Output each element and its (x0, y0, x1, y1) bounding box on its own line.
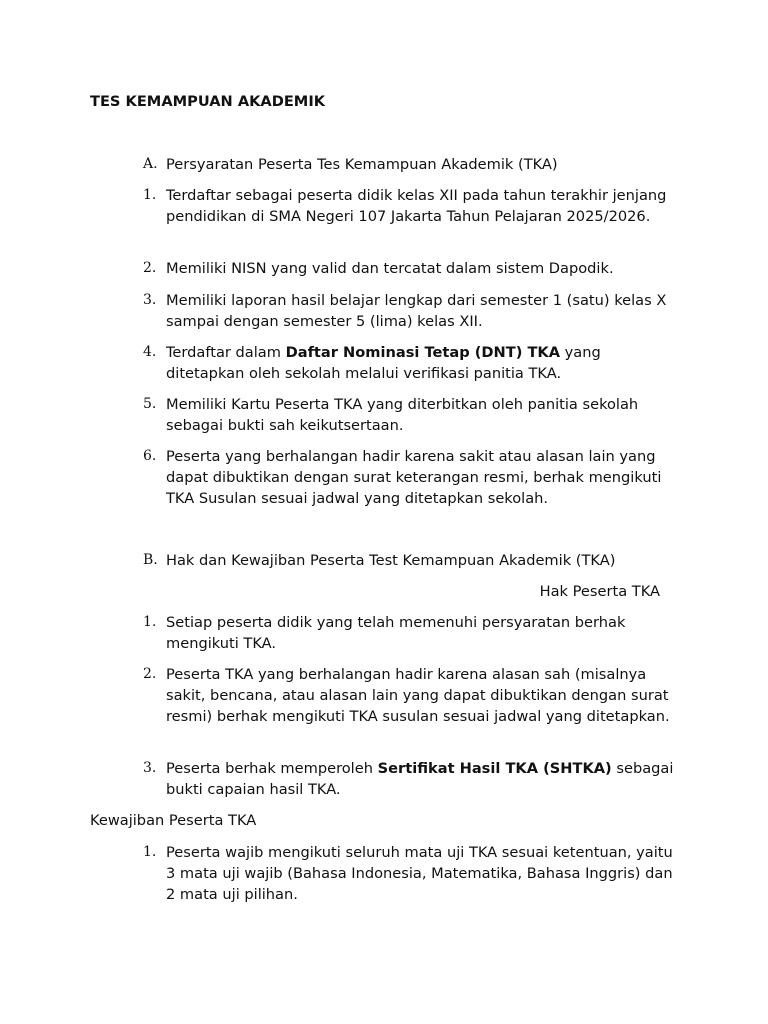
list-item-text: Peserta yang berhalangan hadir karena sakit atau alasan lain yang dapat dibuktikan dengan surat keterangan resmi, berhak mengikuti TKA Susulan sesuai jadwal yang ditetapkan sekolah. (166, 448, 662, 507)
list-item-number: 5. (143, 396, 157, 412)
section-b-marker: B. (143, 552, 158, 568)
shtka-bold-text: Sertifikat Hasil TKA (SHTKA) (377, 760, 612, 777)
list-item-text: Setiap peserta didik yang telah memenuhi persyaratan berhak mengikuti TKA. (166, 614, 626, 652)
list-item-text: Memiliki laporan hasil belajar lengkap dari semester 1 (satu) kelas X sampai dengan semester 5 (lima) kelas XII. (166, 292, 667, 330)
document-title: TES KEMAMPUAN AKADEMIK (90, 93, 326, 110)
section-b-heading: Hak dan Kewajiban Peserta Test Kemampuan Akademik (TKA) (166, 552, 616, 569)
list-item-text-after: yang ditetapkan oleh sekolah melalui verifikasi panitia TKA. (166, 344, 601, 382)
dnt-bold-text: Daftar Nominasi Tetap (DNT) TKA (285, 344, 561, 361)
list-item-text (166, 342, 681, 384)
list-item-text: Peserta TKA yang berhalangan hadir karena alasan sah (misalnya sakit, bencana, atau alasan lain yang dapat dibuktikan dengan surat resmi) berhak mengikuti TKA susulan sesuai jadwal yang ditetapkan. (166, 666, 670, 725)
list-item-number: 3. (143, 292, 157, 308)
section-a-heading: Persyaratan Peserta Tes Kemampuan Akademik (TKA) (166, 156, 558, 173)
list-item-number: 1. (143, 187, 157, 203)
list-item-number: 3. (143, 760, 157, 776)
list-item-text-before: Peserta berhak memperoleh (166, 760, 378, 777)
list-item-text: Terdaftar sebagai peserta didik kelas XII pada tahun terakhir jenjang pendidikan di SMA Negeri 107 Jakarta Tahun Pelajaran 2025/2026. (166, 187, 667, 225)
list-item-text: Memiliki Kartu Peserta TKA yang diterbitkan oleh panitia sekolah sebagai bukti sah keikutsertaan. (166, 396, 639, 434)
list-item-number: 2. (143, 260, 157, 276)
list-item-text-before: Terdaftar dalam (166, 344, 286, 361)
list-item-text (166, 758, 681, 800)
kewajiban-heading: Kewajiban Peserta TKA (90, 812, 257, 829)
list-item-text: Memiliki NISN yang valid dan tercatat dalam sistem Dapodik. (166, 260, 614, 277)
hak-heading: Hak Peserta TKA (539, 583, 660, 600)
list-item-text-after: sebagai bukti capaian hasil TKA. (166, 760, 674, 798)
list-item-number: 1. (143, 844, 157, 860)
list-item-number: 2. (143, 666, 157, 682)
list-item-text: Peserta wajib mengikuti seluruh mata uji TKA sesuai ketentuan, yaitu 3 mata uji wajib (Bahasa Indonesia, Matematika, Bahasa Inggris) dan 2 mata uji pilihan. (166, 844, 673, 903)
section-a-marker: A. (143, 156, 158, 172)
list-item-number: 6. (143, 448, 157, 464)
list-item-number: 4. (143, 344, 157, 360)
list-item-number: 1. (143, 614, 157, 630)
